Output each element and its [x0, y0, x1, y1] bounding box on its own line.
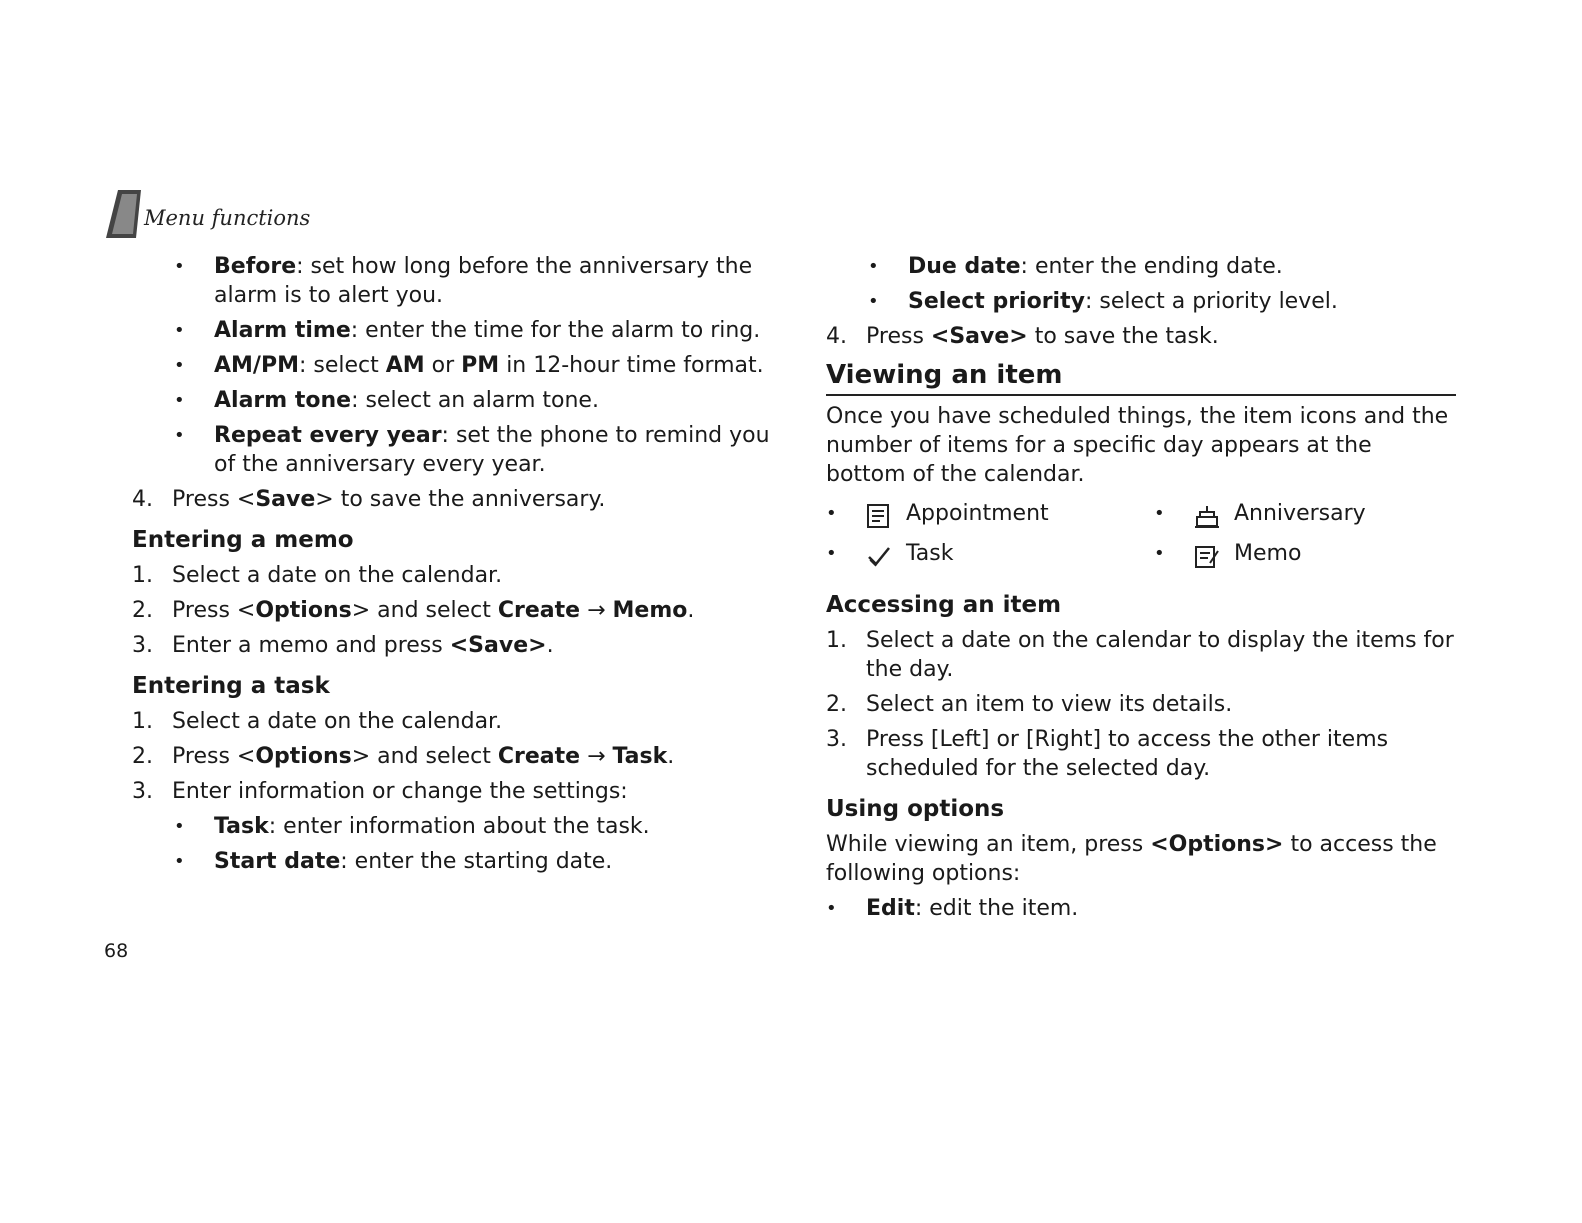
memo-heading: Entering a memo — [132, 527, 354, 553]
step-item: 3. Press [Left] or [Right] to access the other items scheduled for the selected day. — [826, 727, 1389, 781]
appointment-icon — [866, 503, 892, 529]
anniversary-icon — [1194, 503, 1220, 529]
step-item: 1. Select a date on the calendar. — [132, 709, 503, 734]
step-item: 3. Enter a memo and press <Save>. — [132, 633, 554, 658]
step-item: 4. Press <Save> to save the task. — [826, 324, 1219, 349]
step-item: 2. Press <Options> and select Create → Task. — [132, 744, 675, 769]
list-item: • AM/PM: select AM or PM in 12-hour time format. — [174, 351, 772, 380]
list-item: • Repeat every year: set the phone to remind you of the anniversary every year. — [174, 421, 772, 479]
list-item: • Before: set how long before the anniversary the alarm is to alert you. — [174, 252, 772, 310]
list-item: • Select priority: select a priority level. — [868, 287, 1456, 316]
task-icon — [866, 543, 892, 569]
step-item: 1. Select a date on the calendar. — [132, 563, 503, 588]
step-item: 2. Select an item to view its details. — [826, 692, 1233, 717]
left-column — [132, 252, 772, 882]
options-heading: Using options — [826, 796, 1005, 822]
step-item: 4. Press <Save> to save the anniversary. — [132, 487, 606, 512]
step-item: 2. Press <Options> and select Create → Memo. — [132, 598, 695, 623]
viewing-intro: Once you have scheduled things, the item icons and the number of items for a specific day appears at the bottom of the calendar. — [826, 404, 1449, 487]
list-item: • Edit: edit the item. — [826, 894, 1456, 923]
memo-icon — [1194, 543, 1220, 569]
accessing-heading: Accessing an item — [826, 592, 1062, 618]
options-intro: While viewing an item, press <Options> to access the following options: — [826, 832, 1437, 886]
task-heading: Entering a task — [132, 673, 330, 699]
right-column — [826, 252, 1456, 929]
viewing-heading: Viewing an item — [826, 361, 1456, 396]
section-title: Menu functions — [144, 206, 311, 230]
page-number: 68 — [104, 940, 129, 962]
section-tab-icon — [106, 190, 141, 238]
list-item: • Task: enter information about the task. — [174, 812, 772, 841]
step-item: 3. Enter information or change the settings: — [132, 779, 628, 804]
list-item: • Due date: enter the ending date. — [868, 252, 1456, 281]
list-item: • Alarm tone: select an alarm tone. — [174, 386, 772, 415]
list-item: • Alarm time: enter the time for the alarm to ring. — [174, 316, 772, 345]
list-item: • Start date: enter the starting date. — [174, 847, 772, 876]
step-item: 1. Select a date on the calendar to display the items for the day. — [826, 628, 1454, 682]
icon-legend: Appointment Anniversary Task Memo — [826, 499, 1456, 579]
